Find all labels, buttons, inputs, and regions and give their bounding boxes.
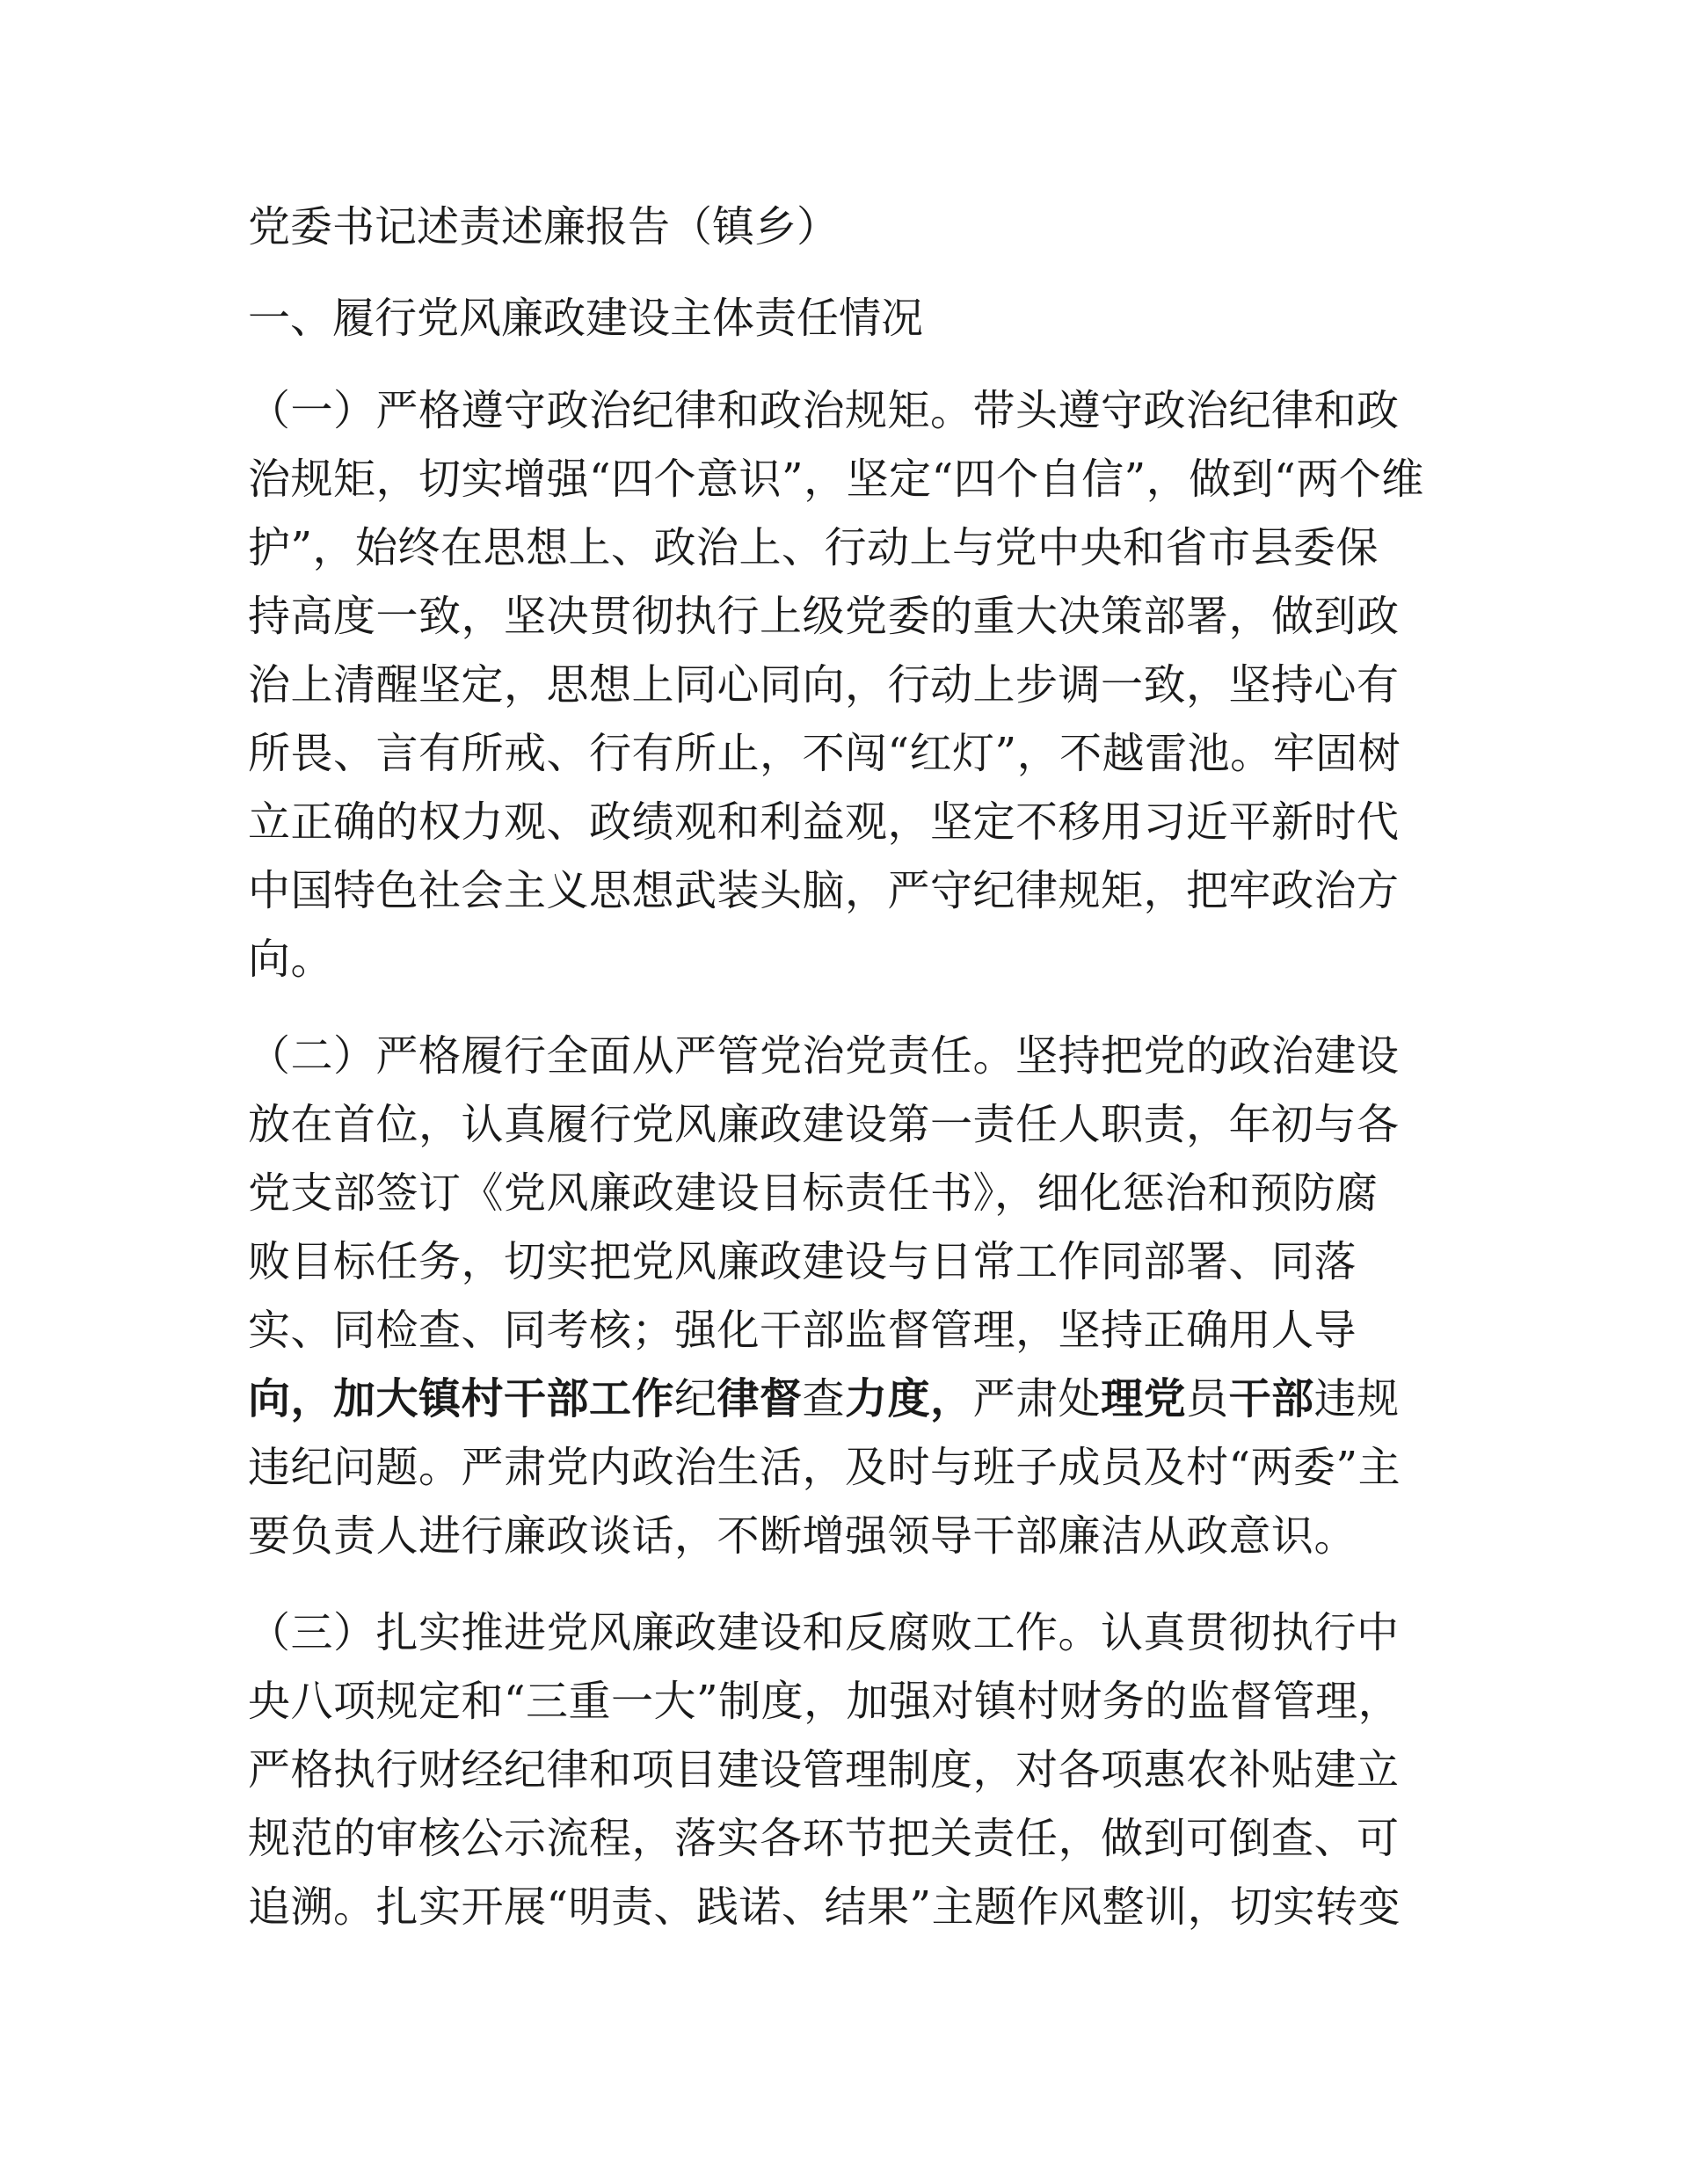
paragraph-line: （二）严格履行全面从严管党治党责任。坚持把党的政治建设 bbox=[248, 1031, 1400, 1081]
paragraph-line: 严格执行财经纪律和项目建设管理制度，对各项惠农补贴建立 bbox=[248, 1745, 1400, 1795]
plain-text-run: 员 bbox=[1186, 1374, 1229, 1423]
paragraph-line: 要负责人进行廉政谈话，不断增强领导干部廉洁从政意识。 bbox=[248, 1511, 1357, 1561]
bold-text-run: 向，加大镇村干部工作 bbox=[248, 1374, 675, 1423]
paragraph-line: （三）扎实推进党风廉政建设和反腐败工作。认真贯彻执行中 bbox=[248, 1608, 1400, 1657]
section-heading: 一、履行党风廉政建设主体责任情况 bbox=[248, 294, 924, 343]
paragraph-3 bbox=[248, 1598, 1435, 1941]
document-body bbox=[248, 192, 1435, 1969]
bold-text-run: 干部 bbox=[1228, 1374, 1314, 1423]
bold-text-run: 律督 bbox=[717, 1374, 803, 1423]
paragraph-line: 规范的审核公示流程，落实各环节把关责任，做到可倒查、可 bbox=[248, 1814, 1400, 1863]
paragraph-line: 中国特色社会主义思想武装头脑，严守纪律规矩，把牢政治方 bbox=[248, 866, 1400, 915]
paragraph-line: 放在首位，认真履行党风廉政建设第一责任人职责，年初与各 bbox=[248, 1100, 1400, 1149]
paragraph-line: 护”，始终在思想上、政治上、行动上与党中央和省市县委保 bbox=[248, 523, 1379, 572]
paragraph-line: 实、同检查、同考核；强化干部监督管理，坚持正确用人导 bbox=[248, 1306, 1357, 1355]
bold-text-run: 理党 bbox=[1101, 1374, 1187, 1423]
document-title: 党委书记述责述廉报告（镇乡） bbox=[248, 202, 840, 251]
paragraph-2 bbox=[248, 1022, 1435, 1570]
paragraph-line: 所畏、言有所戒、行有所止，不闯“红灯”，不越雷池。牢固树 bbox=[248, 729, 1401, 778]
paragraph-mixed-font-line bbox=[248, 1365, 1435, 1433]
paragraph-line: 追溯。扎实开展“明责、践诺、结果”主题作风整训，切实转变 bbox=[248, 1882, 1401, 1932]
paragraph-line: 向。 bbox=[248, 935, 334, 984]
paragraph-line: （一）严格遵守政治纪律和政治规矩。带头遵守政治纪律和政 bbox=[248, 386, 1400, 435]
paragraph-line: 违纪问题。严肃党内政治生活，及时与班子成员及村“两委”主 bbox=[248, 1443, 1401, 1492]
plain-text-run: 严肃处 bbox=[972, 1374, 1102, 1423]
plain-text-run: 违规 bbox=[1313, 1374, 1400, 1423]
plain-text-run: 纪 bbox=[674, 1374, 717, 1423]
paragraph-line: 持高度一致，坚决贯彻执行上级党委的重大决策部署，做到政 bbox=[248, 592, 1400, 641]
plain-text-run: 查 bbox=[802, 1374, 846, 1423]
bold-text-run: 力度， bbox=[845, 1374, 973, 1423]
paragraph-line: 治规矩，切实增强“四个意识”，坚定“四个自信”，做到“两个维 bbox=[248, 455, 1424, 504]
paragraph-line: 央八项规定和“三重一大”制度，加强对镇村财务的监督管理， bbox=[248, 1677, 1401, 1726]
paragraph-1 bbox=[248, 376, 1435, 994]
paragraph-line: 立正确的权力观、政绩观和利益观，坚定不移用习近平新时代 bbox=[248, 797, 1400, 847]
paragraph-line: 治上清醒坚定，思想上同心同向，行动上步调一致，坚持心有 bbox=[248, 660, 1400, 710]
paragraph-line: 败目标任务，切实把党风廉政建设与日常工作同部署、同落 bbox=[248, 1237, 1357, 1286]
paragraph-line: 党支部签订《党风廉政建设目标责任书》，细化惩治和预防腐 bbox=[248, 1168, 1379, 1218]
